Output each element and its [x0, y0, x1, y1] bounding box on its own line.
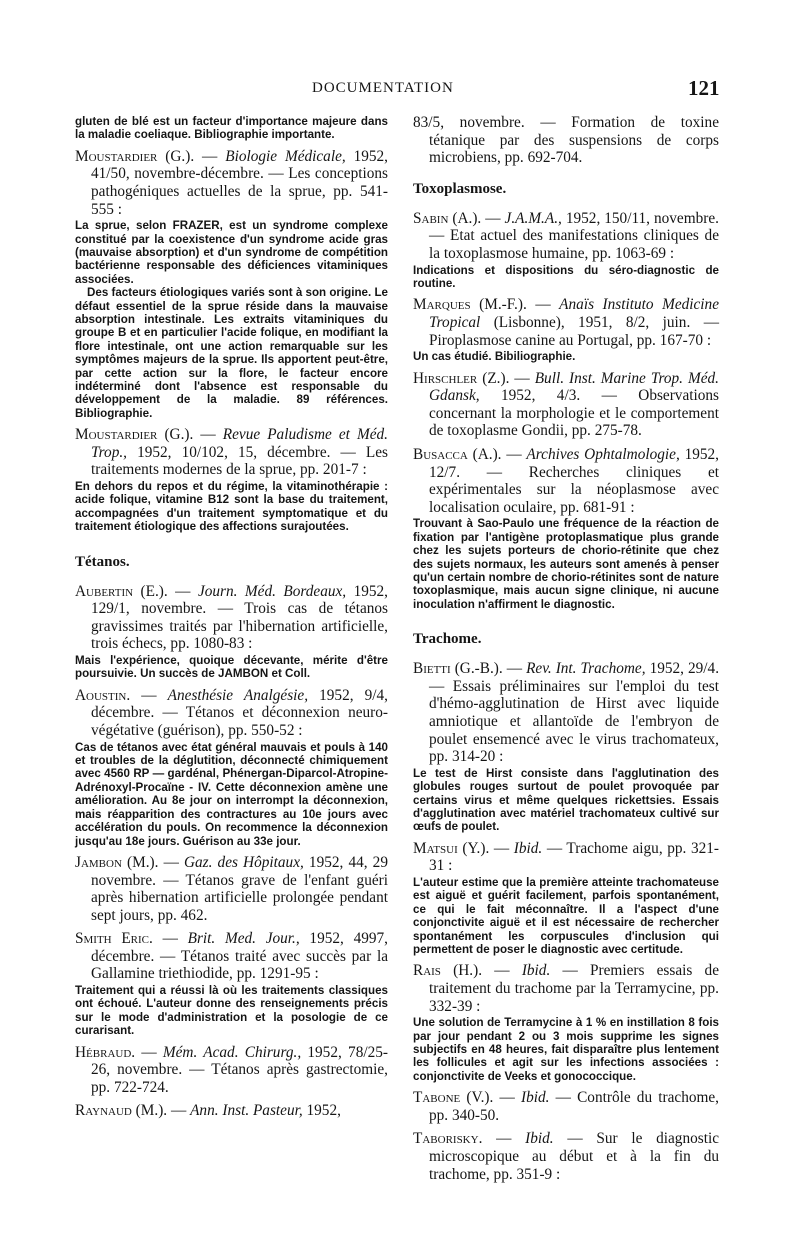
entry-details: — Contrôle du trachome, pp. 340-50.: [429, 1089, 720, 1124]
bibliography-entry: [413, 370, 719, 440]
entry-source: Revue Paludisme et Méd. Trop.,: [91, 426, 388, 461]
entry-citation: Matsui (Y.). — Ibid. — Trachome aigu, pp. 321-31 :: [413, 839, 719, 875]
entry-details: 1952, 150/11, novembre. — Etat actuel des manifestations cliniques de la toxoplasmose humaine, pp. 1063-69 :: [429, 209, 719, 262]
abstract-paragraph: Traitement qui a réussi là où les traitements classiques ont échoué. L'auteur donne des renseignements précis sur le mode d'administration et la posologie de ce curarisant.: [75, 984, 388, 1038]
entry-source: Ann. Inst. Pasteur,: [190, 1102, 303, 1120]
entry-author: Matsui (Y.).: [413, 839, 490, 857]
entry-citation: Sabin (A.). — J.A.M.A., 1952, 150/11, novembre. — Etat actuel des manifestations cliniques de la toxoplasmose humaine, pp. 1063-69 :: [413, 209, 719, 262]
entry-abstract: [413, 876, 719, 956]
bibliography-entry: [75, 583, 388, 681]
entry-citation: Smith Eric. — Brit. Med. Jour., 1952, 4997, décembre. — Tétanos traité avec succès par la Gallamine triethiodide, pp. 1291-95 :: [75, 930, 388, 983]
entry-details: 1952, 10/102, 15, décembre. — Les traitements modernes de la sprue, pp. 201-7 :: [91, 443, 388, 479]
entry-abstract: [75, 984, 388, 1038]
entry-citation: Tabone (V.). — Ibid. — Contrôle du trachome, pp. 340-50.: [413, 1089, 720, 1124]
entry-author: Taborisky.: [413, 1130, 483, 1148]
entry-details: 1952, 129/1, novembre. — Trois cas de tétanos gravissimes traités par l'hibernation artificielle, trois échecs, pp. 1080-83 :: [91, 582, 388, 653]
entry-citation: Busacca (A.). — Archives Ophtalmologie, 1952, 12/7. — Recherches cliniques et expérimentales sur la néoplasmose avec localisation oculaire, pp. 681-91 :: [413, 445, 719, 516]
entry-citation: Bietti (G.-B.). — Rev. Int. Trachome, 1952, 29/4. — Essais préliminaires sur l'emploi du test d'hémo-agglutination de Hirst avec liquide amniotique et allantoïde de l'embryon de poulet ensemencé avec le virus trachomateux, pp. 314-20 :: [413, 660, 720, 766]
entry-details: — Trachome aigu, pp. 321-31 :: [429, 839, 719, 875]
tetanos-entries: [75, 583, 388, 1120]
bibliography-entry: [75, 1102, 388, 1120]
running-head: [0, 78, 800, 100]
bibliography-entry: [75, 1044, 388, 1097]
entry-details: 1952, 12/7. — Recherches cliniques et expérimentales sur la néoplasmose avec localisation oculaire, pp. 681-91 :: [429, 445, 719, 516]
entry-author: Aoustin.: [75, 686, 131, 704]
entry-details: 1952,: [302, 1102, 341, 1120]
entry-details: 1952, 78/25-26, novembre. — Tétanos après gastrectomie, pp. 722-724.: [91, 1043, 388, 1096]
continued-citation: 83/5, novembre. — Formation de toxine tétanique par des suspensions de corps microbiens, pp. 692-704.: [413, 114, 719, 167]
abstract-paragraph: La sprue, selon FRAZER, est un syndrome complexe constitué par la coexistence d'un syndrome acide gras (mauvaise absorption) et d'un syndrome de compétition bactérienne responsable des déficiences vitaminiques associées.: [75, 219, 388, 286]
abstract-paragraph: En dehors du repos et du régime, la vitaminothérapie : acide folique, vitamine B12 sont la base du traitement, accompagnées d'un traitement symptomatique et du traitement étiologique des affections surajoutées.: [75, 480, 388, 534]
entry-citation: Hébraud. — Mém. Acad. Chirurg., 1952, 78/25-26, novembre. — Tétanos après gastrectomie, pp. 722-724.: [75, 1043, 388, 1096]
entry-source: Ibid.: [525, 1130, 554, 1148]
entry-citation: Aoustin. — Anesthésie Analgésie, 1952, 9/4, décembre. — Tétanos et déconnexion neuro-végétative (guérison), pp. 550-52 :: [75, 686, 389, 740]
entry-author: Hébraud.: [75, 1043, 136, 1061]
left-column: [75, 114, 388, 1126]
abstract-paragraph: Une solution de Terramycine à 1 % en instillation 8 fois par jour pendant 2 ou 3 mois supprime les signes subjectifs en 48 heures, fait disparaître plus lentement les follicules et agit sur les infections associées : conjonctivite de Veeks et gonococcique.: [413, 1016, 719, 1083]
bibliography-entry: [413, 1089, 719, 1124]
entry-abstract: [75, 219, 388, 420]
entry-abstract: [413, 1016, 719, 1083]
entry-source: Archives Ophtalmologie,: [526, 445, 680, 463]
entry-source: Bull. Inst. Marine Trop. Méd. Gdansk,: [429, 369, 719, 405]
entry-source: Rev. Int. Trachome,: [526, 660, 646, 678]
entry-abstract: [413, 350, 719, 363]
lead-abstract: gluten de blé est un facteur d'importance majeure dans la maladie coeliaque. Bibliographie importante.: [75, 115, 388, 142]
entry-details: 1952, 4997, décembre. — Tétanos traité avec succès par la Gallamine triethiodide, pp. 1291-95 :: [91, 930, 388, 983]
abstract-paragraph: Le test de Hirst consiste dans l'agglutination des globules rouges surtout de poulet provoquée par certains virus et même quelques rickettsies. Essais d'agglutination avec matériel trachomateux cultivé sur œufs de poulet.: [413, 766, 719, 834]
entry-details: (Lisbonne), 1951, 8/2, juin. — Piroplasmose canine au Portugal, pp. 167-70 :: [429, 313, 719, 349]
entry-author: Marques (M.-F.).: [413, 296, 527, 314]
bibliography-entry: [75, 687, 388, 848]
entry-author: Aubertin (E.).: [75, 582, 168, 600]
entry-abstract: [413, 517, 719, 611]
abstract-paragraph: Cas de tétanos avec état général mauvais et pouls à 140 et troubles de la déglutition, déconnecté chimiquement avec 4560 RP — gardénal, Phénergan-Diparcol-Atropine-Adrénoxyl-Procaïne - IV. Cette déconnexion amène une amélioration. Au 8e jour on interrompt la déconnexion, mais réapparition des contractures au 10e jours avec accélération du pouls. On recommence la déconnexion jusqu'au 18e jours. Guérison au 33e jour.: [75, 740, 388, 848]
abstract-paragraph: L'auteur estime que la première atteinte trachomateuse est aiguë et guérit facilement, parfois spontanément, ce qui le fait méconnaître. Il a l'aspect d'une conjonctivite aiguë et il est nécessaire de rechercher spontanément les corpuscules d'inclusion qui permettent de poser le diagnostic avec certitude.: [413, 875, 719, 956]
entry-abstract: [413, 767, 719, 834]
abstract-paragraph: Trouvant à Sao-Paulo une fréquence de la réaction de fixation par l'antigène protoplasmatique plus grande chez les sujets porteurs de chorio-rétinite que chez des sujets normaux, les auteurs sont amenés à penser qu'un certain nombre de chorio-rétinites sont de nature toxoplasmique, mais aucun signe clinique, ni aucune inoculation n'affirment le diagnostic.: [413, 517, 719, 611]
entry-citation: Raynaud (M.). — Ann. Inst. Pasteur, 1952,: [75, 1102, 341, 1120]
section-heading-trachome: Trachome.: [413, 631, 482, 648]
bibliography-entry: [75, 148, 388, 420]
entry-source: J.A.M.A.,: [504, 209, 562, 227]
entry-author: Jambon (M.).: [75, 853, 159, 871]
right-column: [413, 114, 719, 1189]
entry-source: Ibid.: [513, 839, 543, 857]
abstract-paragraph: Un cas étudié. Bibiliographie.: [413, 350, 576, 364]
entry-citation: Aubertin (E.). — Journ. Méd. Bordeaux, 1952, 129/1, novembre. — Trois cas de tétanos gravissimes traités par l'hibernation artificielle, trois échecs, pp. 1080-83 :: [75, 582, 388, 653]
entry-citation: Moustardier (G.). — Revue Paludisme et Méd. Trop., 1952, 10/102, 15, décembre. — Les traitements modernes de la sprue, pp. 201-7 :: [75, 426, 388, 479]
entry-author: Moustardier (G.).: [75, 426, 194, 444]
entry-citation: Hirschler (Z.). — Bull. Inst. Marine Trop. Méd. Gdansk, 1952, 4/3. — Observations concernant la morphologie et le comportement de toxoplasme Gondii, pp. 275-78.: [413, 369, 719, 440]
entry-abstract: [75, 654, 388, 681]
entry-abstract: [75, 480, 388, 534]
entry-source: Gaz. des Hôpitaux,: [183, 853, 304, 871]
entry-author: Raynaud (M.).: [75, 1102, 168, 1120]
abstract-paragraph: Des facteurs étiologiques variés sont à son origine. Le défaut essentiel de la sprue réside dans la mauvaise absorption intestinale. Les extraits vitaminiques du groupe B et en particulier l'acide folique, en modifiant la flore intestinale, ont une action remarquable sur les symptômes majeurs de la sprue. Ils apportent peut-être, par cette action sur la flore, le facteur encore indéterminé dont l'absence est responsable du développement de la maladie. 89 références. Bibliographie.: [75, 286, 388, 420]
left-entries: [75, 148, 388, 534]
entry-details: 1952, 4/3. — Observations concernant la morphologie et le comportement de toxoplasme Gondii, pp. 275-78.: [429, 387, 719, 440]
section-heading-tetanos: Tétanos.: [75, 553, 130, 570]
bibliography-entry: [75, 426, 388, 533]
entry-abstract: [413, 264, 719, 291]
entry-source: Ibid.: [521, 962, 551, 980]
entry-citation: Marques (M.-F.). — Anaïs Instituto Medicine Tropical (Lisbonne), 1951, 8/2, juin. — Piroplasmose canine au Portugal, pp. 167-70 :: [413, 296, 719, 349]
entry-author: Sabin (A.).: [413, 209, 482, 227]
bibliography-entry: [413, 1130, 719, 1183]
entry-author: Smith Eric.: [75, 930, 153, 948]
bibliography-entry: [413, 962, 719, 1083]
running-title: DOCUMENTATION: [312, 80, 454, 96]
abstract-paragraph: Mais l'expérience, quoique décevante, mérite d'être poursuivie. Un succès de JAMBON et Coll.: [75, 654, 388, 681]
entry-source: Brit. Med. Jour.,: [187, 930, 300, 948]
entry-details: 1952, 41/50, novembre-décembre. — Les conceptions pathogéniques actuelles de la sprue, pp. 541-555 :: [91, 147, 388, 218]
bibliography-entry: [75, 854, 388, 924]
page-number: 121: [688, 76, 720, 100]
trachome-entries: [413, 660, 719, 1183]
entry-details: — Sur le diagnostic microscopique au début et à la fin du trachome, pp. 351-9 :: [429, 1130, 719, 1183]
section-heading-toxoplasmose: Toxoplasmose.: [413, 180, 507, 197]
entry-abstract: [75, 741, 388, 848]
entry-citation: Jambon (M.). — Gaz. des Hôpitaux, 1952, 44, 29 novembre. — Tétanos grave de l'enfant guéri après hibernation artificielle prolongée pendant sept jours, pp. 462.: [75, 853, 388, 924]
entry-author: Moustardier (G.).: [75, 147, 195, 165]
entry-author: Rais (H.).: [413, 962, 483, 980]
entry-citation: Rais (H.). — Ibid. — Premiers essais de traitement du trachome par la Terramycine, pp. 332-39 :: [413, 962, 719, 1015]
entry-author: Tabone (V.).: [413, 1089, 494, 1107]
entry-source: Biologie Médicale,: [225, 147, 346, 165]
bibliography-entry: [413, 210, 719, 291]
abstract-paragraph: Indications et dispositions du séro-diagnostic de routine.: [413, 263, 719, 290]
entry-citation: Taborisky. — Ibid. — Sur le diagnostic microscopique au début et à la fin du trachome, pp. 351-9 :: [413, 1130, 719, 1183]
entry-author: Bietti (G.-B.).: [413, 660, 503, 678]
entry-citation: Moustardier (G.). — Biologie Médicale, 1952, 41/50, novembre-décembre. — Les conceptions pathogéniques actuelles de la sprue, pp. 541-555 :: [75, 147, 388, 218]
entry-source: Journ. Méd. Bordeaux,: [197, 582, 347, 600]
entry-source: Mém. Acad. Chirurg.,: [162, 1043, 302, 1061]
entry-details: 1952, 44, 29 novembre. — Tétanos grave de l'enfant guéri après hibernation artificielle prolongée pendant sept jours, pp. 462.: [91, 853, 388, 924]
entry-source: Ibid.: [520, 1089, 550, 1107]
entry-source: Anesthésie Analgésie,: [167, 686, 309, 704]
toxoplasmose-entries: [413, 210, 719, 611]
bibliography-entry: [413, 840, 719, 957]
entry-author: Busacca (A.).: [413, 445, 502, 463]
bibliography-entry: [413, 660, 719, 834]
entry-details: 1952, 29/4. — Essais préliminaires sur l'emploi du test d'hémo-agglutination de Hirst avec liquide amniotique et allantoïde de l'embryon de poulet ensemencé avec le virus trachomateux, pp. 314-20 :: [429, 660, 720, 766]
bibliography-entry: [413, 446, 719, 611]
entry-details: — Premiers essais de traitement du trachome par la Terramycine, pp. 332-39 :: [429, 962, 719, 1015]
bibliography-entry: [413, 296, 719, 363]
bibliography-entry: [75, 930, 388, 1037]
entry-author: Hirschler (Z.).: [413, 369, 510, 387]
entry-details: 1952, 9/4, décembre. — Tétanos et déconnexion neuro-végétative (guérison), pp. 550-52 :: [91, 686, 389, 740]
entry-source: Anaïs Instituto Medicine Tropical: [429, 296, 719, 331]
